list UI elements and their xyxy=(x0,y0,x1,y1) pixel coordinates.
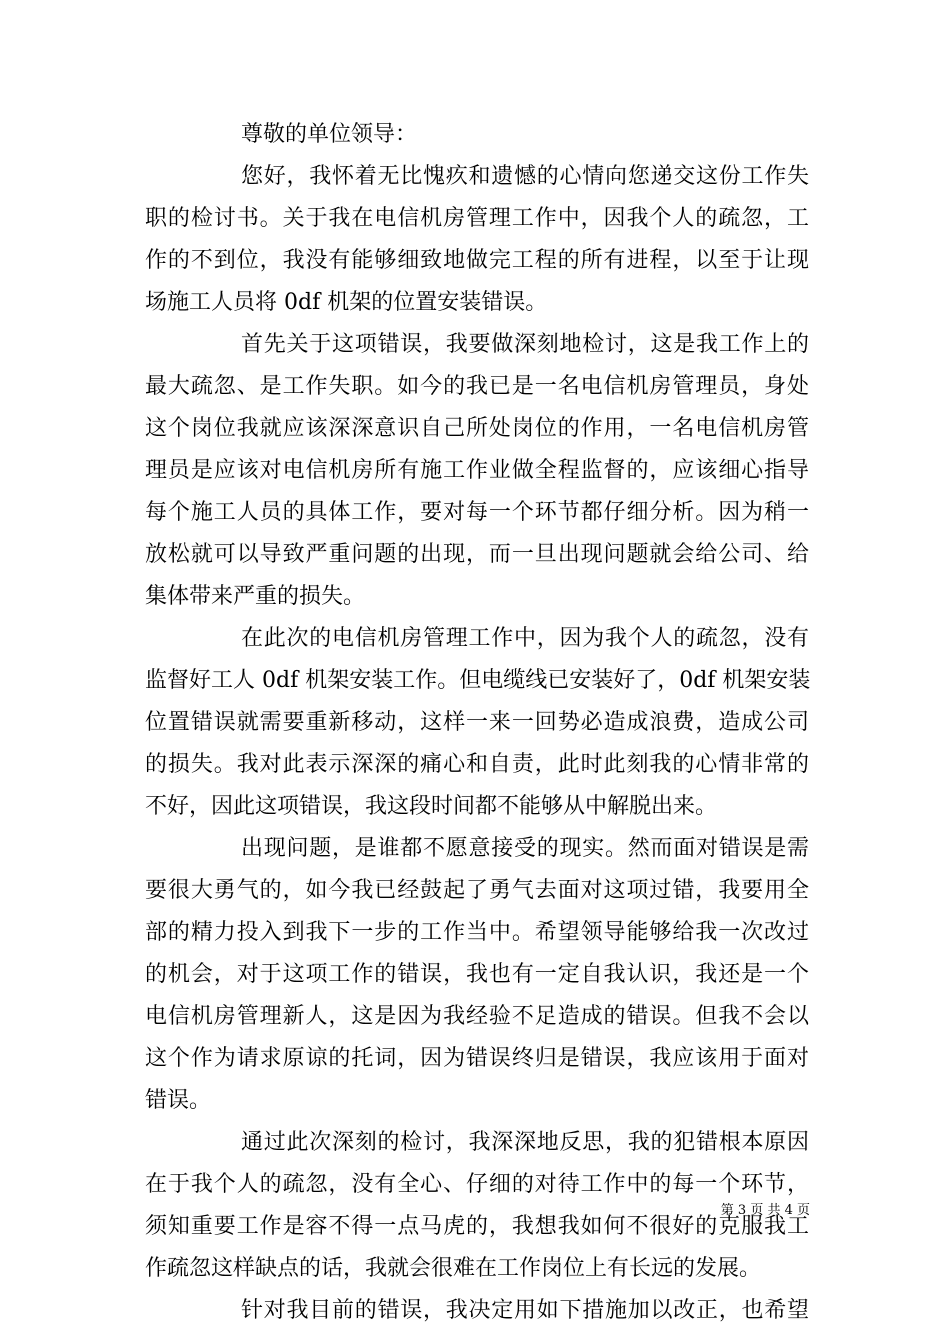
paragraph-line: 出现问题，是谁都不愿意接受的现实。然而面对错误是需 xyxy=(241,836,809,861)
paragraph-line: 场施工人员将 0df 机架的位置安装错误。 xyxy=(145,290,548,315)
paragraph-line: 监督好工人 0df 机架安装工作。但电缆线已安装好了，0df 机架安装 xyxy=(145,668,811,693)
paragraph-line: 在此次的电信机房管理工作中，因为我个人的疏忽，没有 xyxy=(241,626,809,651)
paragraph-line: 不好，因此这项错误，我这段时间都不能够从中解脱出来。 xyxy=(145,794,718,819)
paragraph-line: 在于我个人的疏忽，没有全心、仔细的对待工作中的每一个环节， xyxy=(145,1172,809,1197)
paragraph-line: 的机会，对于这项工作的错误，我也有一定自我认识，我还是一个 xyxy=(145,962,809,987)
paragraph-line: 位置错误就需要重新移动，这样一来一回势必造成浪费，造成公司 xyxy=(145,710,809,735)
page-number: 第 3 页 共 4 页 xyxy=(720,1203,810,1218)
paragraph-line: 的损失。我对此表示深深的痛心和自责，此时此刻我的心情非常的 xyxy=(145,752,809,777)
paragraph-line: 理员是应该对电信机房所有施工作业做全程监督的，应该细心指导 xyxy=(145,458,809,483)
paragraph-line: 针对我目前的错误，我决定用如下措施加以改正，也希望 xyxy=(241,1298,809,1323)
letter-body xyxy=(145,114,809,1332)
paragraph-line: 要很大勇气的，如今我已经鼓起了勇气去面对这项过错，我要用全 xyxy=(145,878,809,903)
paragraph-line: 首先关于这项错误，我要做深刻地检讨，这是我工作上的 xyxy=(241,332,809,357)
paragraph-line: 职的检讨书。关于我在电信机房管理工作中，因我个人的疏忽，工 xyxy=(145,206,809,231)
paragraph-line: 这个作为请求原谅的托词，因为错误终归是错误，我应该用于面对 xyxy=(145,1046,809,1071)
paragraph-line: 这个岗位我就应该深深意识自己所处岗位的作用，一名电信机房管 xyxy=(145,416,809,441)
paragraph-line: 每个施工人员的具体工作，要对每一个环节都仔细分析。因为稍一 xyxy=(145,500,809,525)
paragraph-line: 须知重要工作是容不得一点马虎的，我想我如何不很好的克服我工 xyxy=(145,1214,809,1239)
paragraph-line: 作疏忽这样缺点的话，我就会很难在工作岗位上有长远的发展。 xyxy=(145,1256,762,1281)
salutation: 尊敬的单位领导： xyxy=(241,122,418,147)
paragraph-line: 最大疏忽、是工作失职。如今的我已是一名电信机房管理员，身处 xyxy=(145,374,809,399)
paragraph-line: 您好，我怀着无比愧疚和遗憾的心情向您递交这份工作失 xyxy=(241,164,809,189)
paragraph-line: 集体带来严重的损失。 xyxy=(145,584,366,609)
paragraph-line: 放松就可以导致严重问题的出现，而一旦出现问题就会给公司、给 xyxy=(145,542,809,567)
paragraph-line: 部的精力投入到我下一步的工作当中。希望领导能够给我一次改过 xyxy=(145,920,809,945)
paragraph-line: 错误。 xyxy=(145,1088,212,1113)
paragraph-line: 电信机房管理新人，这是因为我经验不足造成的错误。但我不会以 xyxy=(145,1004,809,1029)
paragraph-line: 通过此次深刻的检讨，我深深地反思，我的犯错根本原因 xyxy=(241,1130,809,1155)
paragraph-line: 作的不到位，我没有能够细致地做完工程的所有进程，以至于让现 xyxy=(145,248,809,273)
